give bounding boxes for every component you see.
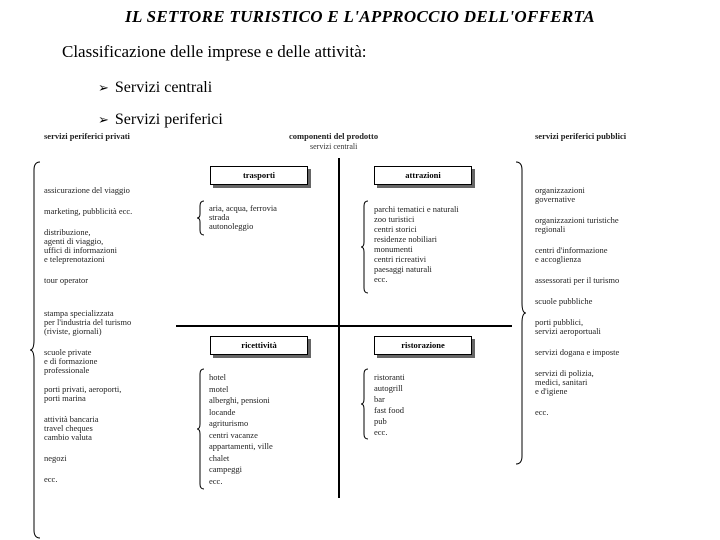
attrazioni-list — [374, 204, 459, 284]
list-item: e accoglienza — [535, 254, 582, 264]
list-item: e d'igiene — [535, 386, 568, 396]
vertical-divider — [338, 158, 340, 498]
bullet-label: Servizi centrali — [114, 79, 213, 96]
list-item: servizi dogana e imposte — [535, 347, 620, 357]
left-column-header: servizi periferici privati — [44, 131, 130, 141]
list-item: stampa specializzata — [44, 308, 114, 318]
list-item: paesaggi naturali — [374, 264, 432, 274]
list-item: organizzazioni — [535, 185, 585, 195]
ristorazione-list — [374, 372, 405, 438]
list-item: agriturismo — [209, 418, 249, 428]
list-item: distribuzione, — [44, 227, 91, 237]
list-item: autonoleggio — [209, 221, 254, 231]
list-item: parchi tematici e naturali — [374, 204, 459, 214]
horizontal-divider — [176, 325, 512, 327]
list-item: servizi di polizia, — [535, 368, 594, 378]
arrow-bullet-icon: ➢ — [98, 81, 109, 96]
trasporti-brace — [196, 200, 206, 236]
center-column-subheader: servizi centrali — [310, 142, 358, 151]
list-item: pub — [374, 416, 387, 426]
box-attrazioni: attrazioni — [374, 166, 472, 185]
slide-title: IL SETTORE TURISTICO E L'APPROCCIO DELL'OFFERTA — [125, 7, 595, 26]
list-item: ecc. — [44, 474, 58, 484]
list-item: autogrill — [374, 383, 403, 393]
list-item: ecc. — [535, 407, 549, 417]
center-column-header: componenti del prodotto — [289, 131, 379, 141]
list-item: servizi aeroportuali — [535, 326, 601, 336]
ricettivita-list — [209, 372, 273, 487]
list-item: marketing, pubblicità ecc. — [44, 206, 133, 216]
arrow-bullet-icon: ➢ — [98, 113, 109, 128]
trasporti-list — [209, 204, 277, 231]
right-column-header: servizi periferici pubblici — [535, 131, 627, 141]
list-item: assicurazione del viaggio — [44, 185, 130, 195]
list-item: strada — [209, 212, 230, 222]
list-item: scuole private — [44, 347, 92, 357]
bullet-central-services — [98, 79, 212, 97]
bullet-peripheral-services — [98, 111, 223, 129]
list-item: hotel — [209, 372, 226, 382]
list-item: professionale — [44, 365, 90, 375]
slide-subtitle: Classificazione delle imprese e delle attività: — [62, 42, 367, 61]
list-item: ristoranti — [374, 372, 405, 382]
list-item: porti marina — [44, 393, 86, 403]
list-item: ecc. — [374, 274, 388, 284]
list-item: organizzazioni turistiche — [535, 215, 619, 225]
list-item: scuole pubbliche — [535, 296, 593, 306]
list-item: centri d'informazione — [535, 245, 608, 255]
list-item: bar — [374, 394, 385, 404]
list-item: ecc. — [209, 475, 223, 486]
list-item: fast food — [374, 405, 404, 415]
list-item: campeggi — [209, 464, 243, 474]
list-item: locande — [209, 406, 236, 417]
list-item: tour operator — [44, 275, 89, 285]
list-item: travel cheques — [44, 423, 93, 433]
ristorazione-brace — [360, 368, 370, 440]
list-item: regionali — [535, 224, 566, 234]
list-item: appartamenti, ville — [209, 441, 273, 451]
left-items — [44, 186, 132, 484]
list-item: agenti di viaggio, — [44, 236, 104, 246]
list-item: porti privati, aeroporti, — [44, 384, 122, 394]
list-item: attività bancaria — [44, 414, 99, 424]
list-item: negozi — [44, 453, 67, 463]
list-item: per l'industria del turismo — [44, 317, 132, 327]
list-item: centri storici — [374, 224, 417, 234]
bullet-label: Servizi periferici — [114, 111, 223, 128]
list-item: zoo turistici — [374, 214, 415, 224]
list-item: porti pubblici, — [535, 317, 584, 327]
list-item: motel — [209, 383, 229, 394]
list-item: uffici di informazioni — [44, 245, 118, 255]
list-item: centri vacanze — [209, 429, 258, 440]
list-item: alberghi, pensioni — [209, 395, 270, 405]
list-item: e teleprenotazioni — [44, 254, 105, 264]
list-item: aria, acqua, ferrovia — [209, 203, 277, 213]
list-item: (riviste, giornali) — [44, 326, 102, 336]
box-trasporti: trasporti — [210, 166, 308, 185]
list-item: monumenti — [374, 244, 413, 254]
list-item: centri ricreativi — [374, 254, 427, 264]
list-item: assessorati per il turismo — [535, 275, 620, 285]
ricettivita-brace — [196, 368, 206, 490]
right-column-brace — [514, 160, 526, 466]
list-item: governative — [535, 194, 576, 204]
list-item: medici, sanitari — [535, 377, 588, 387]
list-item: residenze nobiliari — [374, 234, 438, 244]
list-item: ecc. — [374, 427, 388, 437]
box-ristorazione: ristorazione — [374, 336, 472, 355]
list-item: cambio valuta — [44, 432, 92, 442]
attrazioni-brace — [360, 200, 370, 294]
list-item: e di formazione — [44, 356, 98, 366]
box-ricettivita: ricettività — [210, 336, 308, 355]
left-column-brace — [30, 160, 42, 540]
list-item: chalet — [209, 452, 230, 463]
right-items — [535, 186, 619, 417]
